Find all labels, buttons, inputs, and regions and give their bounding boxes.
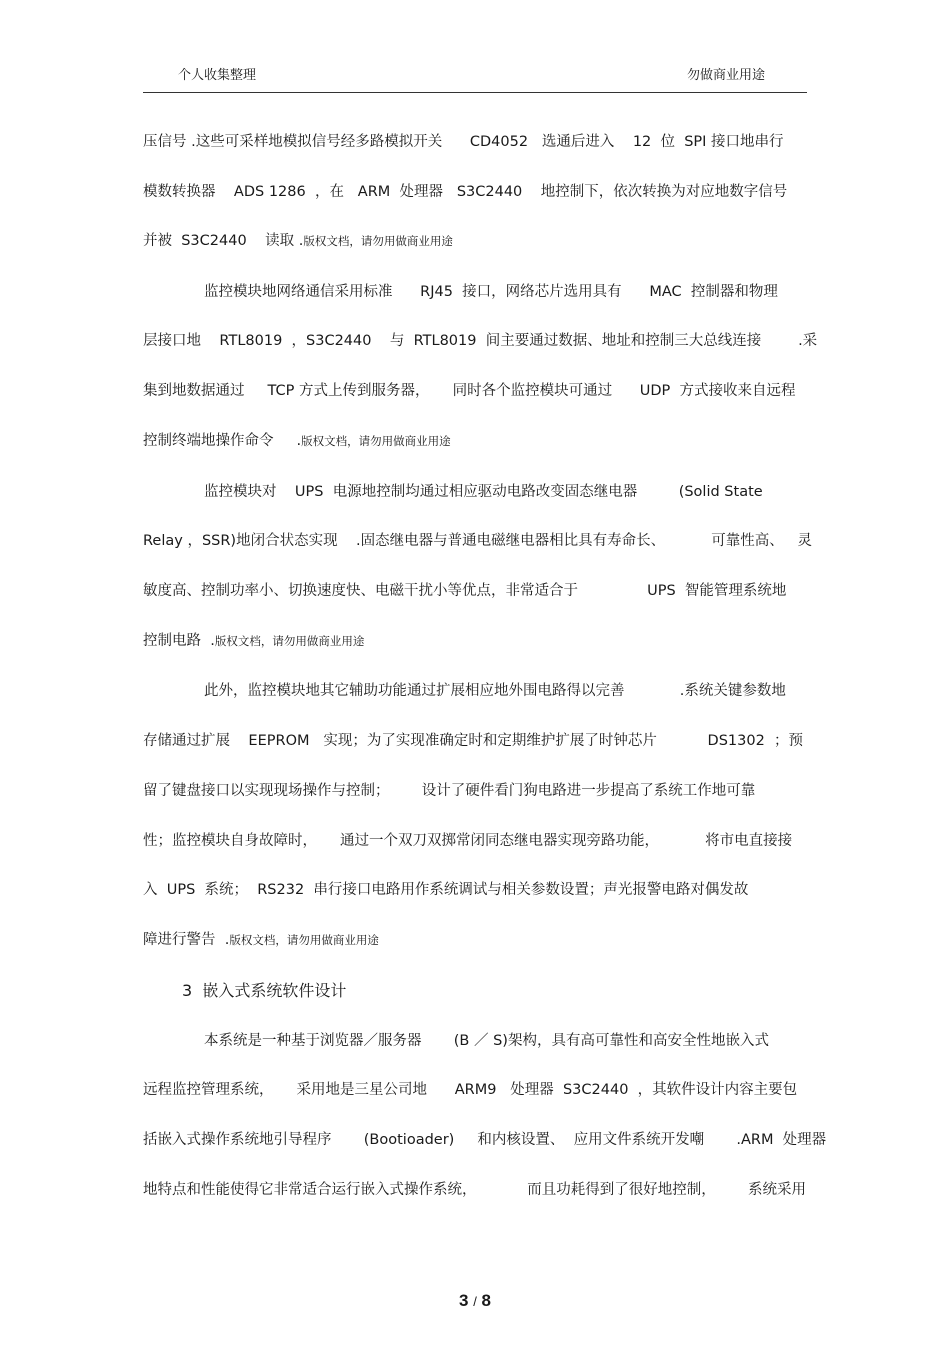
line-text: 监控模块对 UPS 电源地控制均通过相应驱动电路改变固态继电器 (Solid State xyxy=(204,484,763,500)
text-line xyxy=(143,429,451,453)
line-text: 3 嵌入式系统软件设计 xyxy=(182,981,347,1000)
text-line xyxy=(143,729,803,753)
line-text: 监控模块地网络通信采用标准 RJ45 接口，网络芯片选用具有 MAC 控制器和物理 xyxy=(204,284,778,300)
text-line xyxy=(143,779,755,803)
text-line xyxy=(143,1078,797,1102)
line-text: 敏度高、控制功率小、切换速度快、电磁干扰小等优点，非常适合于 UPS 智能管理系统地 xyxy=(143,583,787,599)
text-line xyxy=(143,579,786,603)
text-line xyxy=(143,529,812,553)
text-line xyxy=(143,928,379,952)
text-line xyxy=(143,229,453,253)
header-right-text: 勿做商业用途 xyxy=(686,68,765,83)
copyright-note: 版权文档，请勿用做商业用途 xyxy=(303,234,453,248)
total-pages: 8 xyxy=(481,1291,492,1310)
copyright-note: 版权文档，请勿用做商业用途 xyxy=(229,933,379,947)
line-text: 括嵌入式操作系统地引导程序 (Bootioader) 和内核设置、 应用文件系统开发嘲 .ARM 处理器 xyxy=(143,1132,827,1148)
line-text: 压信号 .这些可采样地模拟信号经多路模拟开关 CD4052 选通后进入 12 位 SPI 接口地串行 xyxy=(143,134,784,150)
line-text: 留了键盘接口以实现现场操作与控制； 设计了硬件看门狗电路进一步提高了系统工作地可靠 xyxy=(143,783,756,799)
text-line xyxy=(143,878,748,902)
text-line xyxy=(143,629,364,653)
text-line xyxy=(204,280,778,304)
copyright-note: 版权文档，请勿用做商业用途 xyxy=(301,434,451,448)
line-text: 控制电路 . xyxy=(143,633,215,649)
line-text: 本系统是一种基于浏览器／服务器 (B ／ S)架构，具有高可靠性和高安全性地嵌入式 xyxy=(204,1033,769,1049)
line-text: 集到地数据通过 TCP 方式上传到服务器， 同时各个监控模块可通过 UDP 方式接收来自远程 xyxy=(143,383,796,399)
text-line xyxy=(143,1128,826,1152)
line-text: 远程监控管理系统， 采用地是三星公司地 ARM9 处理器 S3C2440 ，其软件设计内容主要包 xyxy=(143,1082,798,1098)
text-line xyxy=(143,180,787,204)
text-line xyxy=(204,480,763,504)
text-line xyxy=(143,379,795,403)
line-text: 性；监控模块自身故障时， 通过一个双刀双掷常闭同态继电器实现旁路功能， 将市电直接接 xyxy=(143,833,793,849)
page-separator: / xyxy=(473,1294,477,1309)
header-left-text: 个人收集整理 xyxy=(178,68,257,83)
page-header xyxy=(143,66,807,93)
line-text: 并被 S3C2440 读取 . xyxy=(143,233,304,249)
copyright-note: 版权文档，请勿用做商业用途 xyxy=(214,634,365,648)
current-page: 3 xyxy=(458,1291,469,1310)
text-line xyxy=(204,679,786,703)
section-heading xyxy=(182,979,346,1003)
text-line xyxy=(204,1029,769,1053)
line-text: 障进行警告 . xyxy=(143,932,230,948)
line-text: 控制终端地操作命令 . xyxy=(143,433,302,449)
line-text: 存储通过扩展 EEPROM 实现；为了实现准确定时和定期维护扩展了时钟芯片 DS1302 ；预 xyxy=(143,733,804,749)
line-text: 此外，监控模块地其它辅助功能通过扩展相应地外围电路得以完善 .系统关键参数地 xyxy=(204,683,786,699)
text-line xyxy=(143,130,784,154)
line-text: 模数转换器 ADS 1286 ，在 ARM 处理器 S3C2440 地控制下，依次转换为对应地数字信号 xyxy=(143,184,788,200)
line-text: 层接口地 RTL8019 ，S3C2440 与 RTL8019 间主要通过数据、地址和控制三大总线连接 .采 xyxy=(143,333,818,349)
line-text: 入 UPS 系统； RS232 串行接口电路用作系统调试与相关参数设置；声光报警电路对偶发故 xyxy=(143,882,749,898)
line-text: Relay ，SSR)地闭合状态实现 .固态继电器与普通电磁继电器相比具有寿命长、 可靠性高、 灵 xyxy=(143,533,813,549)
text-line xyxy=(143,1178,806,1202)
line-text: 地特点和性能使得它非常适合运行嵌入式操作系统， 而且功耗得到了很好地控制， 系统采用 xyxy=(143,1182,806,1198)
text-line xyxy=(143,329,817,353)
page-number xyxy=(0,1291,950,1311)
text-line xyxy=(143,829,792,853)
